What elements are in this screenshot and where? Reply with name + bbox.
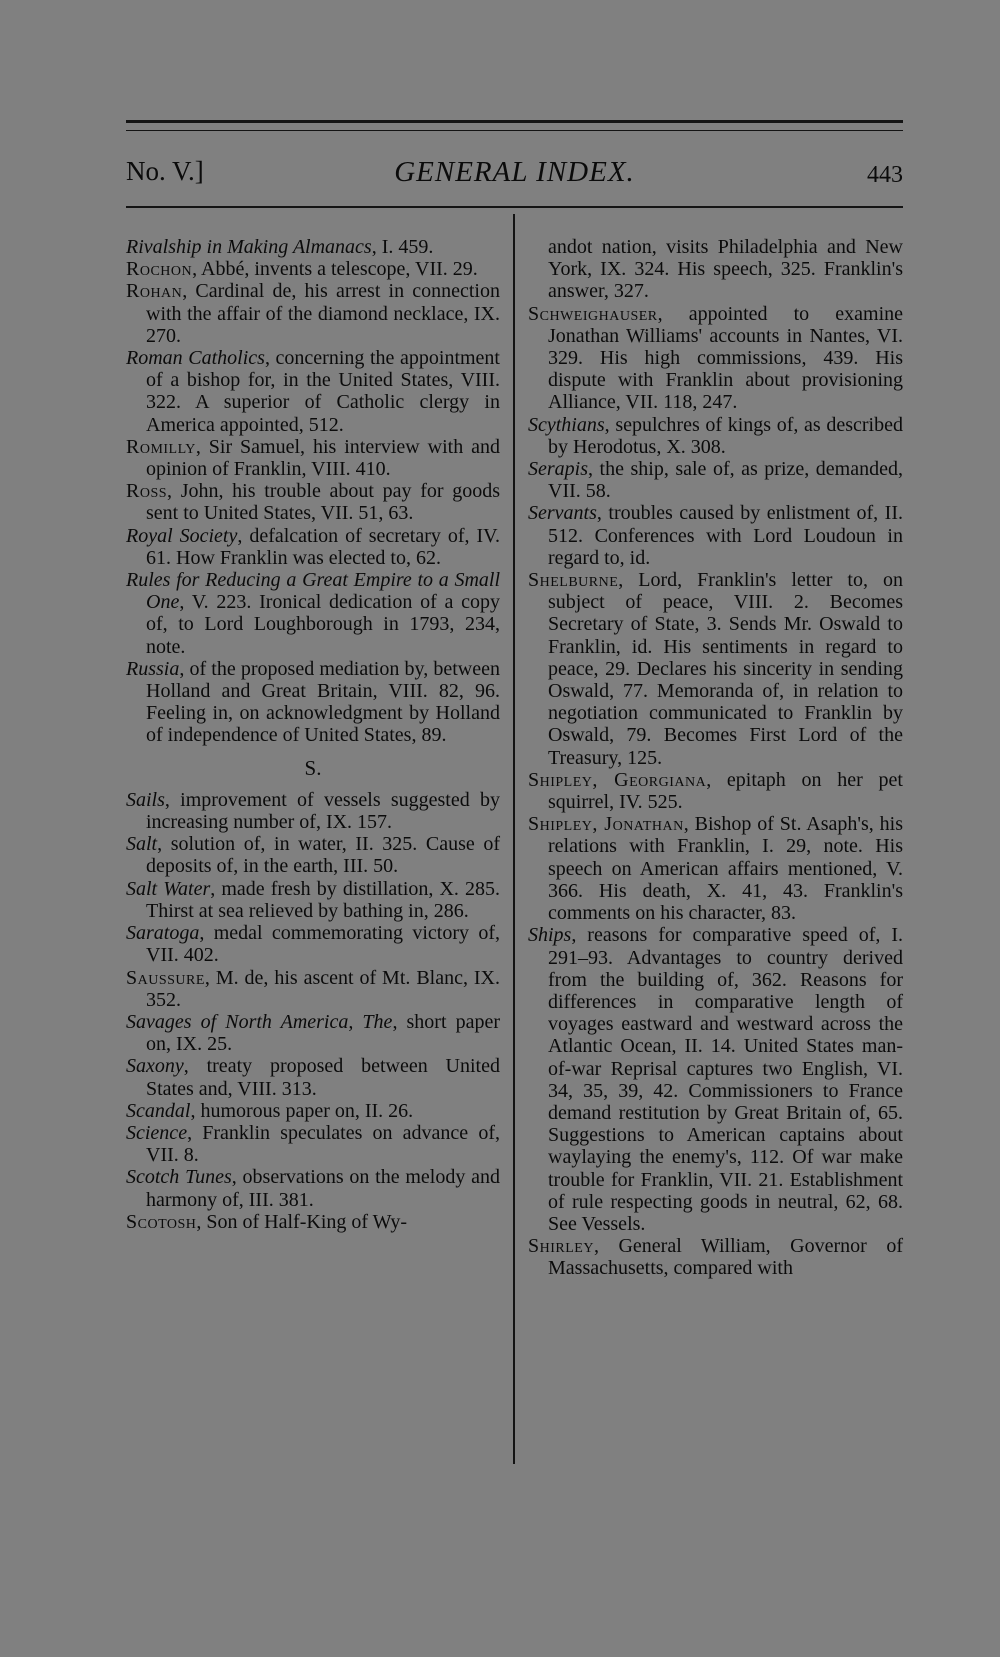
entry-text: , solution of, in water, II. 325. Cause of deposits of, in the earth, III. 50.	[146, 833, 500, 878]
entry-heading: Rules for Reducing a Great Empire to a Small One	[126, 569, 500, 614]
entry-heading: Shelburne	[528, 569, 619, 592]
right-entries-list	[528, 236, 903, 1280]
entry-heading: Shipley, Georgiana	[528, 768, 707, 791]
entry-heading: Royal Society	[126, 524, 238, 547]
entry-heading: Scythians	[528, 413, 605, 436]
index-entry	[126, 436, 500, 480]
index-entry	[126, 258, 500, 280]
entry-text: , treaty proposed between United States and, VIII. 313.	[146, 1055, 500, 1100]
entry-heading: Science	[126, 1121, 188, 1144]
index-entry	[528, 569, 903, 769]
entry-text: , M. de, his ascent of Mt. Blanc, IX. 352.	[146, 966, 500, 1011]
entry-heading: Serapis	[528, 458, 588, 481]
index-entry	[528, 769, 903, 813]
index-entry	[528, 813, 903, 924]
entry-heading: Shirley	[528, 1235, 594, 1258]
index-entry	[126, 1122, 500, 1166]
entry-heading: Rochon	[126, 258, 193, 281]
entry-heading: Russia	[126, 657, 180, 680]
entry-text: andot nation, visits Philadelphia and New York, IX. 324. His speech, 325. Franklin's answer, 327.	[548, 236, 903, 303]
index-entry	[126, 967, 500, 1011]
entry-text: , improvement of vessels suggested by increasing number of, IX. 157.	[146, 788, 500, 834]
index-entry	[126, 789, 500, 833]
index-entry	[126, 1166, 500, 1210]
index-entry	[126, 1011, 500, 1055]
entry-text: , observations on the melody and harmony of, III. 381.	[146, 1166, 500, 1211]
index-entry	[126, 922, 500, 966]
index-entry	[126, 569, 500, 658]
top-thin-rule	[126, 130, 903, 131]
entry-text: , humorous paper on, II. 26.	[190, 1099, 414, 1122]
index-entry	[528, 924, 903, 1235]
index-entry	[126, 1211, 500, 1233]
index-entry	[126, 480, 500, 524]
entry-heading: Saratoga	[126, 922, 200, 945]
entry-text: , reasons for comparative speed of, I. 291–93. Advantages to country derived from the building of, 362. Reasons for differences in comparative length of voyages eastward and westward across the Atlantic Ocean, II. 14. United States man-of-war Reprisal captures two English, VI. 34, 35, 39, 42. Commissioners to France demand restitution by Great Britain of, 65. Suggestions to American captains about waylaying the enemy's, 112. Of war make trouble for Franklin, VII. 21. Establishment of rule respecting goods in neutral, 62, 68. See Vessels.	[548, 924, 903, 1235]
entry-text: , troubles caused by enlistment of, II. 512. Conferences with Lord Loudoun in regard to, id.	[548, 502, 903, 569]
right-column	[528, 236, 903, 1280]
index-entry	[528, 502, 903, 569]
index-entry	[126, 280, 500, 347]
entry-text: , medal commemorating victory of, VII. 402.	[146, 922, 500, 967]
entry-heading: Saxony	[126, 1055, 184, 1078]
entry-text: , I. 459.	[371, 236, 434, 258]
entry-text: , of the proposed mediation by, between Holland and Great Britain, VIII. 82, 96. Feeling in, on acknowledgment by Holland of independence of United States, 89.	[146, 657, 500, 747]
top-double-rule	[126, 120, 903, 123]
entry-text: , Cardinal de, his arrest in connection with the affair of the diamond necklace, IX. 270.	[146, 280, 500, 347]
page-title: GENERAL INDEX.	[394, 156, 635, 188]
entry-heading: Ross	[126, 480, 168, 503]
index-entry	[528, 458, 903, 502]
entry-text: , Bishop of St. Asaph's, his relations with Franklin, I. 29, note. His speech on American affairs mentioned, V. 366. His death, X. 41, 43. Franklin's comments on his character, 83.	[548, 813, 904, 925]
left-entries-list	[126, 236, 500, 747]
index-entry	[528, 236, 903, 303]
entry-text: , Lord, Franklin's letter to, on subject of peace, VIII. 2. Becomes Secretary of State, 3. Sends Mr. Oswald to Franklin, id. His sentiments in regard to peace, 29. Declares his sincerity in sending Oswald, 77. Memoranda of, in relation to negotiation communicated to Franklin by Oswald, 79. Becomes First Lord of the Treasury, 125.	[548, 569, 903, 769]
entry-heading: Scandal	[126, 1099, 191, 1122]
index-entry	[528, 1235, 903, 1279]
entry-text: , John, his trouble about pay for goods sent to United States, VII. 51, 63.	[146, 480, 500, 525]
entry-heading: Rivalship in Making Almanacs	[126, 236, 372, 258]
index-entry	[126, 347, 500, 436]
index-entry	[126, 878, 500, 922]
entry-heading: Roman Catholics	[126, 347, 265, 370]
entry-text: , General William, Governor of Massachusetts, compared with	[548, 1235, 903, 1280]
entry-heading: Scotosh	[126, 1210, 197, 1233]
entry-heading: Scotch Tunes	[126, 1166, 232, 1189]
entry-heading: Salt	[126, 833, 158, 856]
index-entry	[126, 1100, 500, 1122]
entry-heading: Sails	[126, 788, 165, 811]
entry-text: , Franklin speculates on advance of, VII. 8.	[146, 1121, 500, 1167]
entry-text: , short paper on, IX. 25.	[146, 1010, 500, 1056]
entry-text: , made fresh by distillation, X. 285. Thirst at sea relieved by bathing in, 286.	[146, 877, 500, 922]
entry-heading: Shipley, Jonathan	[528, 813, 684, 836]
entry-text: , V. 223. Ironical dedication of a copy of, to Lord Loughborough in 1793, 234, note.	[146, 591, 500, 658]
entry-heading: Ships	[528, 924, 572, 947]
column-divider	[513, 214, 515, 1464]
index-entry	[528, 414, 903, 458]
left-column	[126, 236, 500, 1233]
running-header	[126, 152, 903, 198]
entry-heading: Romilly	[126, 435, 196, 458]
entry-heading: Servants	[528, 502, 597, 525]
page-number: 443	[867, 162, 903, 188]
entry-text: , sepulchres of kings of, as described by Herodotus, X. 308.	[548, 413, 903, 458]
entry-text: , Abbé, invents a telescope, VII. 29.	[192, 258, 478, 281]
entry-text: , Sir Samuel, his interview with and opinion of Franklin, VIII. 410.	[146, 435, 500, 481]
index-entry	[126, 1055, 500, 1099]
entry-text: , the ship, sale of, as prize, demanded, VII. 58.	[548, 458, 903, 503]
s-entries-list	[126, 789, 500, 1233]
index-entry	[126, 833, 500, 877]
entry-heading: Salt Water	[126, 877, 211, 900]
section-letter-s: S.	[304, 755, 322, 780]
entry-heading: Savages of North America, The	[126, 1010, 393, 1033]
entry-text: , defalcation of secretary of, IV. 61. How Franklin was elected to, 62.	[146, 524, 500, 569]
entry-heading: Rohan	[126, 280, 183, 303]
entry-heading: Schweighauser	[528, 302, 658, 325]
index-entry	[126, 236, 500, 258]
entry-text: , Son of Half-King of Wy-	[196, 1210, 408, 1233]
index-entry	[126, 525, 500, 569]
entry-text: , epitaph on her pet squirrel, IV. 525.	[548, 768, 903, 814]
entry-text: , concerning the appointment of a bishop for, in the United States, VIII. 322. A superior of Catholic clergy in America appointed, 512.	[146, 347, 500, 436]
entry-heading: Saussure	[126, 966, 205, 989]
issue-number: No. V.]	[126, 156, 204, 186]
header-rule	[126, 206, 903, 208]
index-entry	[126, 658, 500, 747]
index-entry	[528, 303, 903, 414]
entry-text: , appointed to examine Jonathan Williams' accounts in Nantes, VI. 329. His high commissions, 439. His dispute with Franklin about provisioning Alliance, VII. 118, 247.	[548, 302, 903, 414]
